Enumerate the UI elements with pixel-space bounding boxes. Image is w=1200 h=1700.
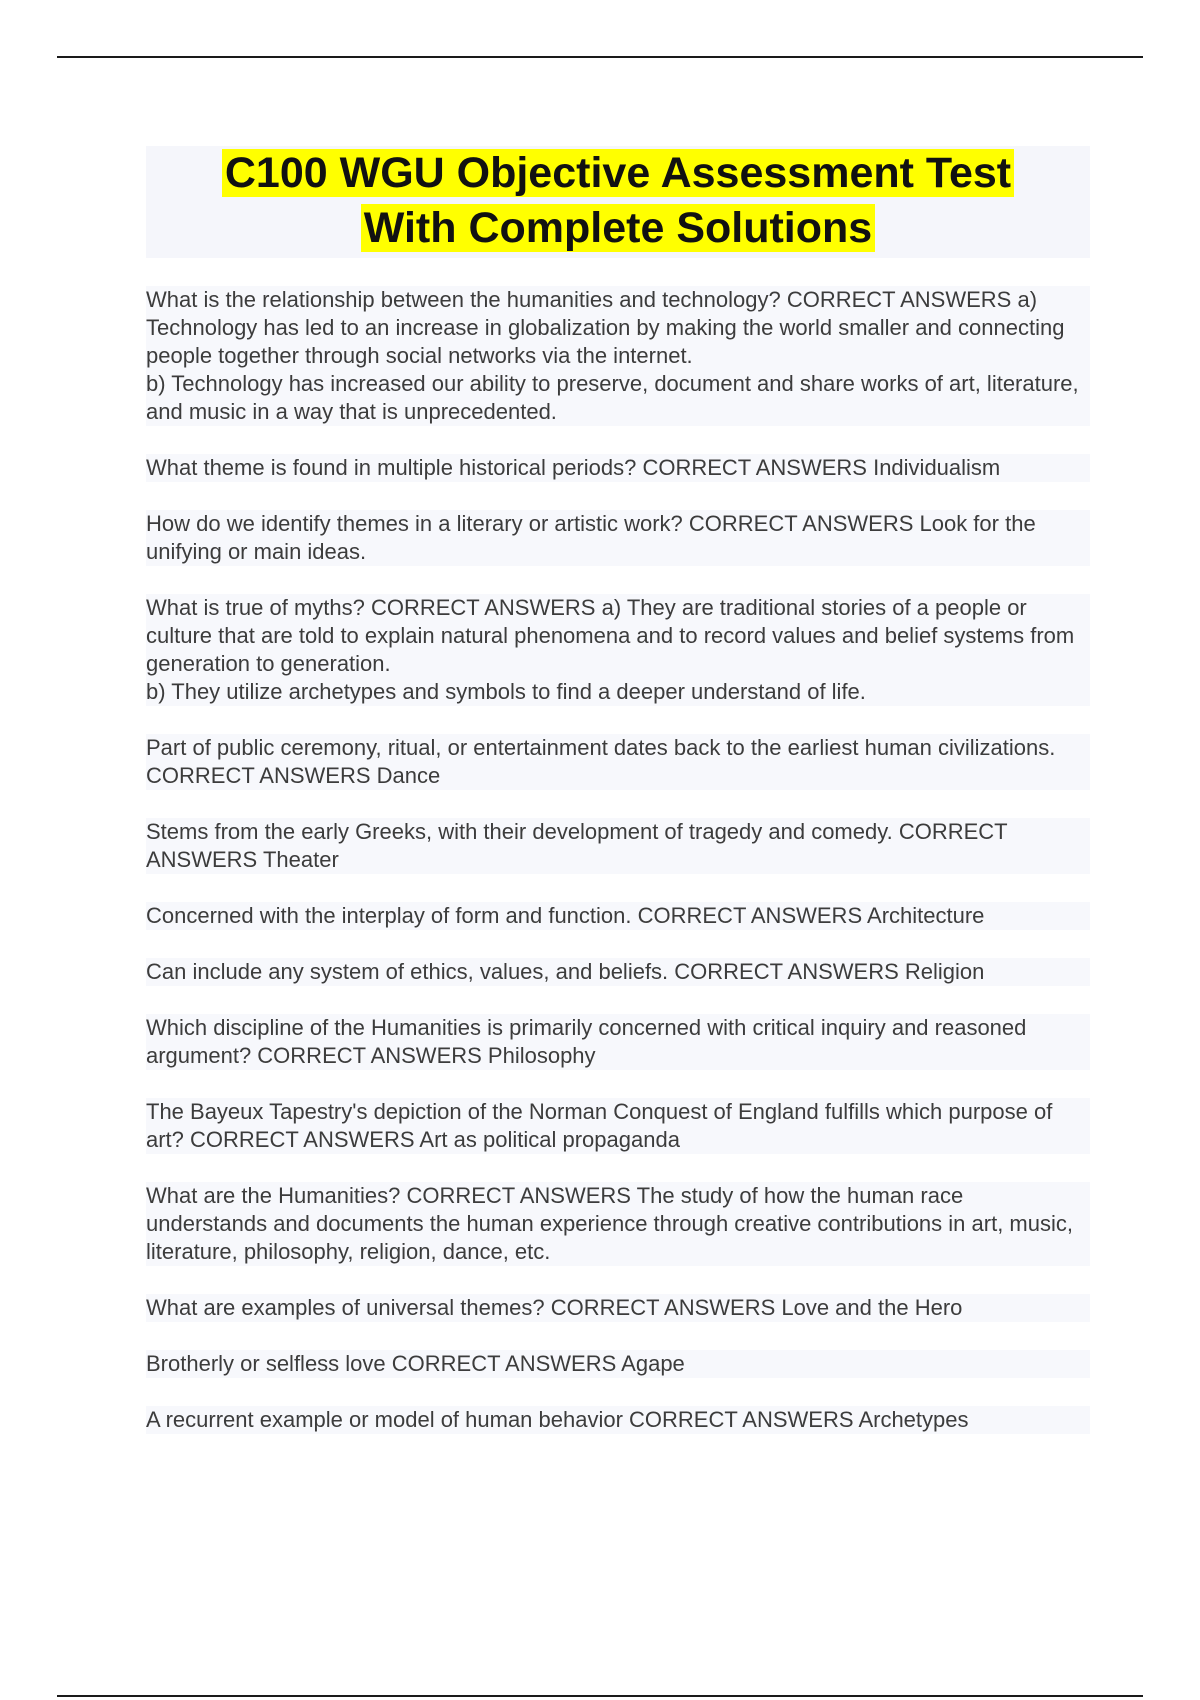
- qa-list: [146, 286, 1090, 1462]
- qa-entry: Can include any system of ethics, values, and beliefs. CORRECT ANSWERS Religion: [146, 958, 1090, 986]
- qa-entry: What are the Humanities? CORRECT ANSWERS The study of how the human race understands and documents the human experience through creative contributions in art, music, literature, philosophy, religion, dance, etc.: [146, 1182, 1090, 1266]
- qa-entry: What is true of myths? CORRECT ANSWERS a) They are traditional stories of a people or culture that are told to explain natural phenomena and to record values and belief systems from generation to generation. b) They utilize archetypes and symbols to find a deeper understand of life.: [146, 594, 1090, 706]
- title-line-1: [146, 146, 1090, 201]
- qa-entry: Brotherly or selfless love CORRECT ANSWERS Agape: [146, 1350, 1090, 1378]
- qa-entry: Part of public ceremony, ritual, or entertainment dates back to the earliest human civilizations. CORRECT ANSWERS Dance: [146, 734, 1090, 790]
- qa-entry: How do we identify themes in a literary or artistic work? CORRECT ANSWERS Look for the unifying or main ideas.: [146, 510, 1090, 566]
- title-highlight-2: With Complete Solutions: [361, 204, 875, 252]
- qa-entry: Which discipline of the Humanities is primarily concerned with critical inquiry and reasoned argument? CORRECT ANSWERS Philosophy: [146, 1014, 1090, 1070]
- top-rule: [57, 56, 1143, 58]
- qa-entry: What theme is found in multiple historical periods? CORRECT ANSWERS Individualism: [146, 454, 1090, 482]
- bottom-rule: [57, 1695, 1143, 1697]
- document-title: [146, 146, 1090, 258]
- qa-entry: What are examples of universal themes? CORRECT ANSWERS Love and the Hero: [146, 1294, 1090, 1322]
- qa-entry: Concerned with the interplay of form and function. CORRECT ANSWERS Architecture: [146, 902, 1090, 930]
- qa-entry: A recurrent example or model of human behavior CORRECT ANSWERS Archetypes: [146, 1406, 1090, 1434]
- qa-entry: Stems from the early Greeks, with their development of tragedy and comedy. CORRECT ANSWERS Theater: [146, 818, 1090, 874]
- qa-entry: What is the relationship between the humanities and technology? CORRECT ANSWERS a) Technology has led to an increase in globalization by making the world smaller and connecting people together through social networks via the internet. b) Technology has increased our ability to preserve, document and share works of art, literature, and music in a way that is unprecedented.: [146, 286, 1090, 426]
- title-highlight-1: C100 WGU Objective Assessment Test: [222, 149, 1014, 197]
- qa-entry: The Bayeux Tapestry's depiction of the Norman Conquest of England fulfills which purpose of art? CORRECT ANSWERS Art as political propaganda: [146, 1098, 1090, 1154]
- title-line-2: [146, 201, 1090, 256]
